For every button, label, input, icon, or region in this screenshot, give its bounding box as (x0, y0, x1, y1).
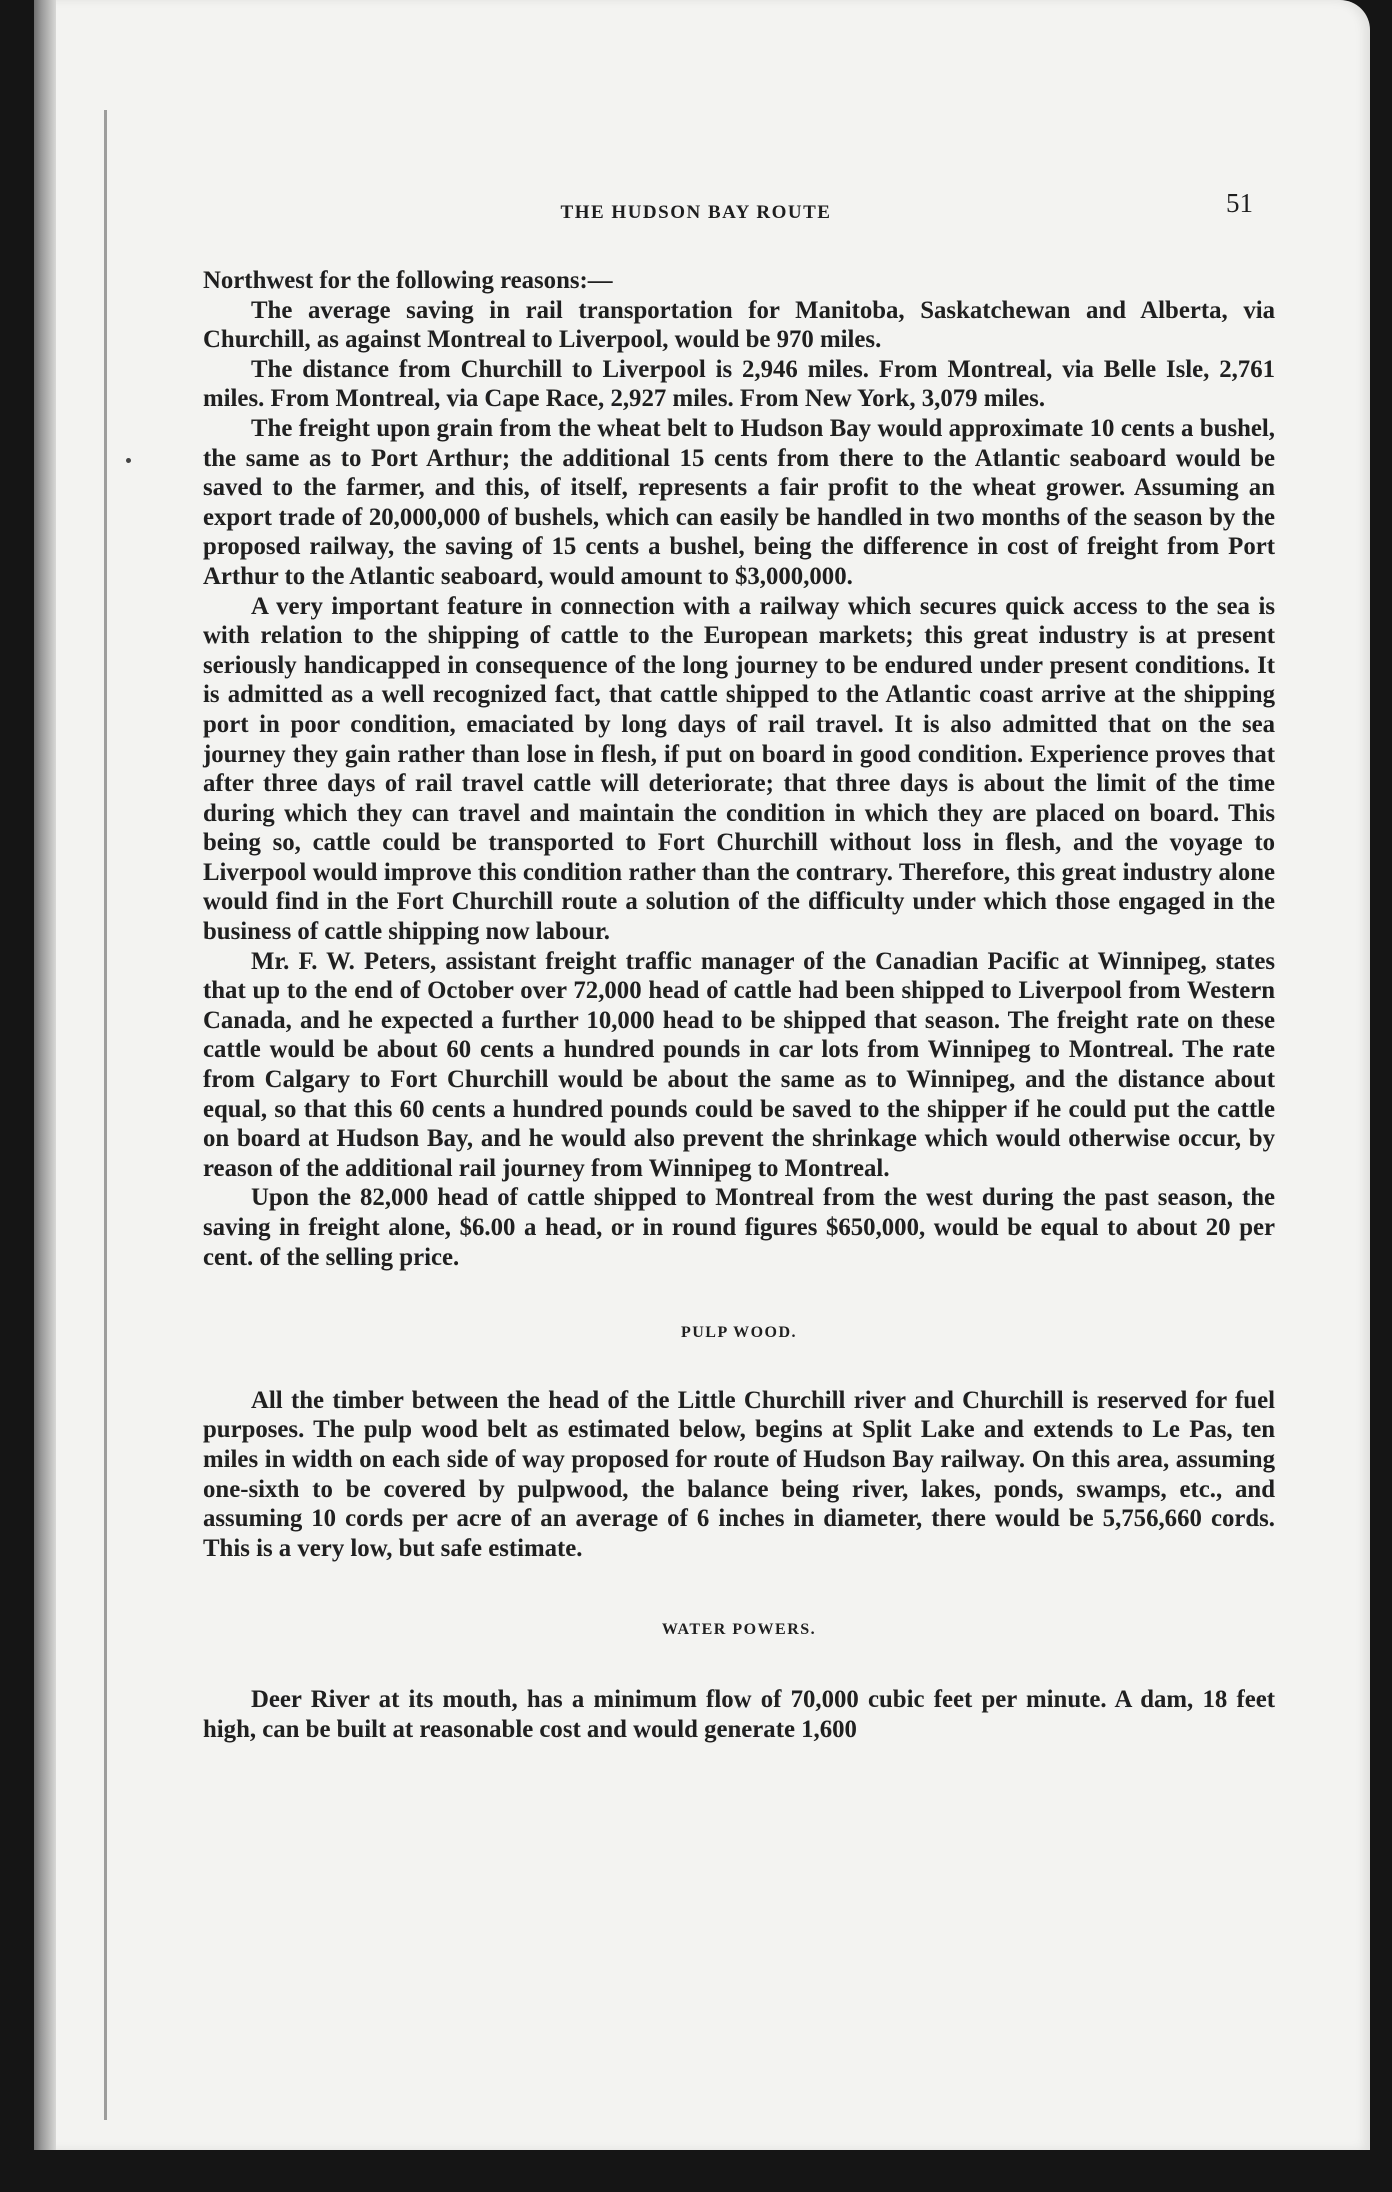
paragraph-grain-freight: The freight upon grain from the wheat belt to Hudson Bay would approximate 10 cents a bushel, the same as to Port Arthur; the additional 15 cents from there to the Atlantic seaboard would be saved to the farmer, and this, of itself, represents a fair profit to the wheat grower. Assuming an export trade of 20,000,000 of bushels, which can easily be handled in two months of the season by the proposed railway, the saving of 15 cents a bushel, being the difference in cost of freight from Port Arthur to the Atlantic seaboard, would amount to $3,000,000. (203, 414, 1275, 590)
paragraph-cattle-shipping: A very important feature in connection with a railway which secures quick access to the sea is with relation to the shipping of cattle to the European markets; this great industry is at present seriously handicapped in consequence of the long journey to be endured under present conditions. It is admitted as a well recognized fact, that cattle shipped to the Atlantic coast arrive at the shipping port in poor condition, emaciated by long days of rail travel. It is also admitted that on the sea journey they gain rather than lose in flesh, if put on board in good condition. Experience proves that after three days of rail travel cattle will deteriorate; that three days is about the limit of the time during which they can travel and maintain the condition in which they are placed on board. This being so, cattle could be transported to Fort Churchill without loss in flesh, and the voyage to Liverpool would improve this condition rather than the contrary. Therefore, this great industry alone would find in the Fort Churchill route a solution of the difficulty under which those engaged in the business of cattle shipping now labour. (203, 592, 1275, 946)
paragraph-peters-statement: Mr. F. W. Peters, assistant freight traffic manager of the Canadian Pacific at Winnipeg, states that up to the end of October over 72,000 head of cattle had been shipped to Liverpool from Western Canada, and he expected a further 10,000 head to be shipped that season. The freight rate on these cattle would be about 60 cents a hundred pounds in car lots from Winnipeg to Montreal. The rate from Calgary to Fort Churchill would be about the same as to Winnipeg, and the distance about equal, so that this 60 cents a hundred pounds could be saved to the shipper if he could put the cattle on board at Hudson Bay, and he would also prevent the shrinkage which would otherwise occur, by reason of the additional rail journey from Winnipeg to Montreal. (203, 947, 1275, 1182)
section-heading-pulp-wood: PULP WOOD. (680, 1324, 798, 1342)
margin-mark (126, 458, 131, 463)
paragraph-cattle-savings: Upon the 82,000 head of cattle shipped to Montreal from the west during the past season, the saving in freight alone, $6.00 a head, or in round figures $650,000, would be equal to about 20 per cent. of the selling price. (203, 1184, 1275, 1271)
paragraph-pulp-wood: All the timber between the head of the Little Churchill river and Churchill is reserved for fuel purposes. The pulp wood belt as estimated below, begins at Split Lake and extends to Le Pas, ten miles in width on each side of way proposed for route of Hudson Bay railway. On this area, assuming one-sixth to be covered by pulpwood, the balance being river, lakes, ponds, swamps, etc., and assuming 10 cords per acre of an average of 6 inches in diameter, there would be 5,756,660 cords. This is a very low, but safe estimate. (203, 1386, 1275, 1562)
body-text (203, 266, 1275, 1744)
margin-rule (104, 110, 107, 2120)
running-title: THE HUDSON BAY ROUTE (560, 202, 832, 223)
book-binding-shadow (34, 0, 56, 2150)
page-number: 51 (1226, 188, 1253, 218)
paragraph-rail-saving: The average saving in rail transportation for Manitoba, Saskatchewan and Alberta, via Churchill, as against Montreal to Liverpool, would be 970 miles. (203, 296, 1275, 354)
paragraph-distances: The distance from Churchill to Liverpool is 2,946 miles. From Montreal, via Belle Isle, 2,761 miles. From Montreal, via Cape Race, 2,927 miles. From New York, 3,079 miles. (203, 355, 1275, 413)
paragraph-intro: Northwest for the following reasons:— (203, 267, 613, 294)
section-heading-water-powers: WATER POWERS. (661, 1621, 817, 1639)
paragraph-deer-river: Deer River at its mouth, has a minimum flow of 70,000 cubic feet per minute. A dam, 18 feet high, can be built at reasonable cost and would generate 1,600 (203, 1685, 1275, 1743)
